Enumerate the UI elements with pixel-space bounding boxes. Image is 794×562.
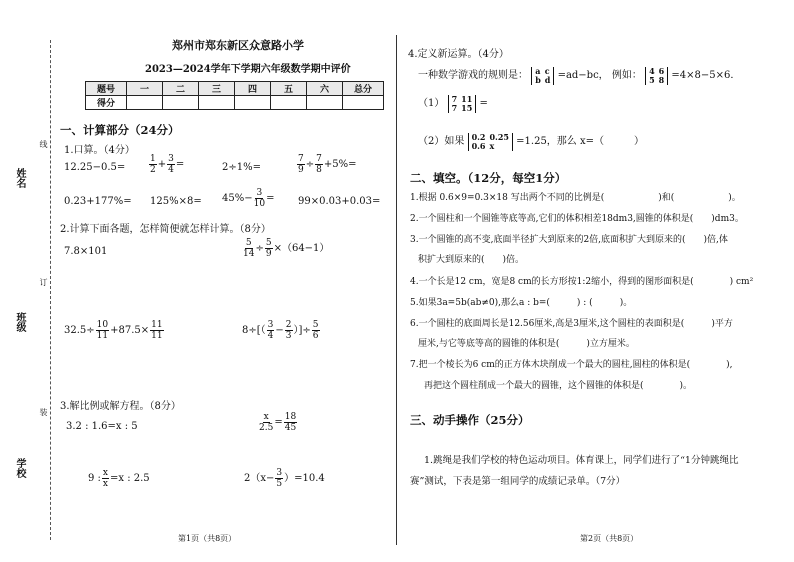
q4-part2: （2）如果 0.2 0.25 0.6 x =1.25，那么 x=（ ） <box>418 131 644 151</box>
fill-3a: 3.一个圆锥的高不变,底面半径扩大到原来的2倍,底面积扩大到原来的( )倍,体 <box>410 235 728 245</box>
q1-title: 1.口算。（4分） <box>64 145 135 156</box>
equation-3: 9 : $\frac{x}{x}$ =x : 2.5 <box>88 468 150 489</box>
score-cell[interactable] <box>163 96 199 110</box>
oral-b1: $\frac{1}{2}$ + $\frac{3}{4}$ = <box>150 154 185 175</box>
op-1a: 1.跳绳是我们学校的特色运动项目。体育课上，同学们进行了“1分钟跳绳比 <box>424 455 739 466</box>
name-label: 姓名 <box>14 168 25 188</box>
score-table-header: 四 <box>235 82 271 96</box>
score-cell[interactable] <box>235 96 271 110</box>
binding-mark: 线 <box>39 140 48 148</box>
q4-title: 4.定义新运算。（4分） <box>408 49 509 60</box>
calc-3: 32.5÷ $\frac{10}{11}$ +87.5× $\frac{11}{11}$ <box>64 320 163 341</box>
binding-mark: 装 <box>39 408 48 416</box>
score-table-header: 题号 <box>86 82 127 96</box>
score-table-header: 一 <box>127 82 163 96</box>
binding-line <box>50 40 51 540</box>
class-label: 班级 <box>14 312 25 332</box>
score-table-header: 五 <box>271 82 307 96</box>
school-title: 郑州市郑东新区众意路小学 <box>172 39 304 52</box>
oral-b2: 125%×8= <box>150 196 202 207</box>
school-label: 学校 <box>14 458 25 478</box>
fill-5: 5.如果3a=5b(ab≠0),那么a : b=( ) : ( )。 <box>410 298 633 308</box>
oral-c1: 2÷1%= <box>222 162 261 173</box>
q2-title: 2.计算下面各题，怎样简便就怎样计算。（8分） <box>60 224 271 235</box>
fill-6a: 6.一个圆柱的底面周长是12.56厘米,高是3厘米,这个圆柱的表面积是( )平方 <box>410 319 733 329</box>
oral-a2: 0.23+177%= <box>64 196 132 207</box>
fill-3b: 积扩大到原来的( )倍。 <box>418 255 525 265</box>
score-table-header: 总分 <box>343 82 384 96</box>
exam-title: 2023—2024学年下学期六年级数学期中评价 <box>145 64 351 75</box>
op-1b: 赛”测试，下表是第一组同学的成绩记录单。（7分） <box>410 476 626 487</box>
oral-d2: 99×0.03+0.03= <box>298 196 381 207</box>
equation-2: $\frac{x}{2.5}$ = $\frac{18}{45}$ <box>259 412 297 433</box>
score-table-header: 六 <box>307 82 343 96</box>
calc-4: 8÷[（ $\frac{3}{4}$ − $\frac{2}{3}$ ）]÷ $\frac{5}{6}$ <box>242 320 319 341</box>
binding-mark: 订 <box>39 278 48 286</box>
section-2-title: 二、填空。（12分，每空1分） <box>410 171 567 185</box>
fill-7b: 再把这个圆柱削成一个最大的圆锥，这个圆锥的体积是( )。 <box>424 381 693 391</box>
section-3-title: 三、动手操作（25分） <box>410 413 530 427</box>
score-table-header: 二 <box>163 82 199 96</box>
oral-a1: 12.25−0.5= <box>64 162 126 173</box>
fill-6b: 厘米,与它等底等高的圆锥的体积是( )立方厘米。 <box>418 339 635 349</box>
score-table-header: 三 <box>199 82 235 96</box>
score-table <box>85 81 384 110</box>
equation-1: 3.2 : 1.6=x : 5 <box>66 421 138 432</box>
score-cell[interactable] <box>343 96 384 110</box>
score-cell[interactable] <box>307 96 343 110</box>
fill-7a: 7.把一个棱长为6 cm的正方体木块削成一个最大的圆柱,圆柱的体积是( ), <box>410 360 733 370</box>
fill-1: 1.根据 0.6×9=0.3×18 写出两个不同的比例是( )和( )。 <box>410 193 741 203</box>
fill-2: 2.一个圆柱和一个圆锥等底等高,它们的体积相差18dm3,圆锥的体积是( )dm3。 <box>410 214 744 224</box>
page-footer-left: 第1页（共8页） <box>178 534 237 543</box>
equation-4: 2（x− $\frac{3}{5}$ ）=10.4 <box>244 468 325 489</box>
score-cell[interactable] <box>127 96 163 110</box>
score-row-label: 得分 <box>86 96 127 110</box>
q4-rule: 一种数学游戏的规则是： a c b d =ad−bc， 例如： 4 6 5 8 =4×8−5×6． <box>418 65 741 85</box>
calc-2: $\frac{5}{14}$ ÷ $\frac{5}{9}$ ×（64−1） <box>243 238 330 259</box>
fill-4: 4.一个长是12 cm，宽是8 cm的长方形按1:2缩小，得到的图形面积是( ) cm² <box>410 277 754 287</box>
calc-1: 7.8×101 <box>64 246 108 257</box>
section-1-title: 一、计算部分（24分） <box>60 123 180 137</box>
page-divider <box>396 35 397 545</box>
oral-d1: $\frac{7}{9}$ ÷ $\frac{7}{8}$ +5%= <box>298 154 357 175</box>
page-footer-right: 第2页（共8页） <box>580 534 639 543</box>
score-cell[interactable] <box>199 96 235 110</box>
q3-title: 3.解比例或解方程。（8分） <box>60 401 181 412</box>
q4-part1: （1） 7 11 7 15 = <box>418 93 488 113</box>
oral-c2: 45%− $\frac{3}{10}$ = <box>222 188 275 209</box>
score-cell[interactable] <box>271 96 307 110</box>
